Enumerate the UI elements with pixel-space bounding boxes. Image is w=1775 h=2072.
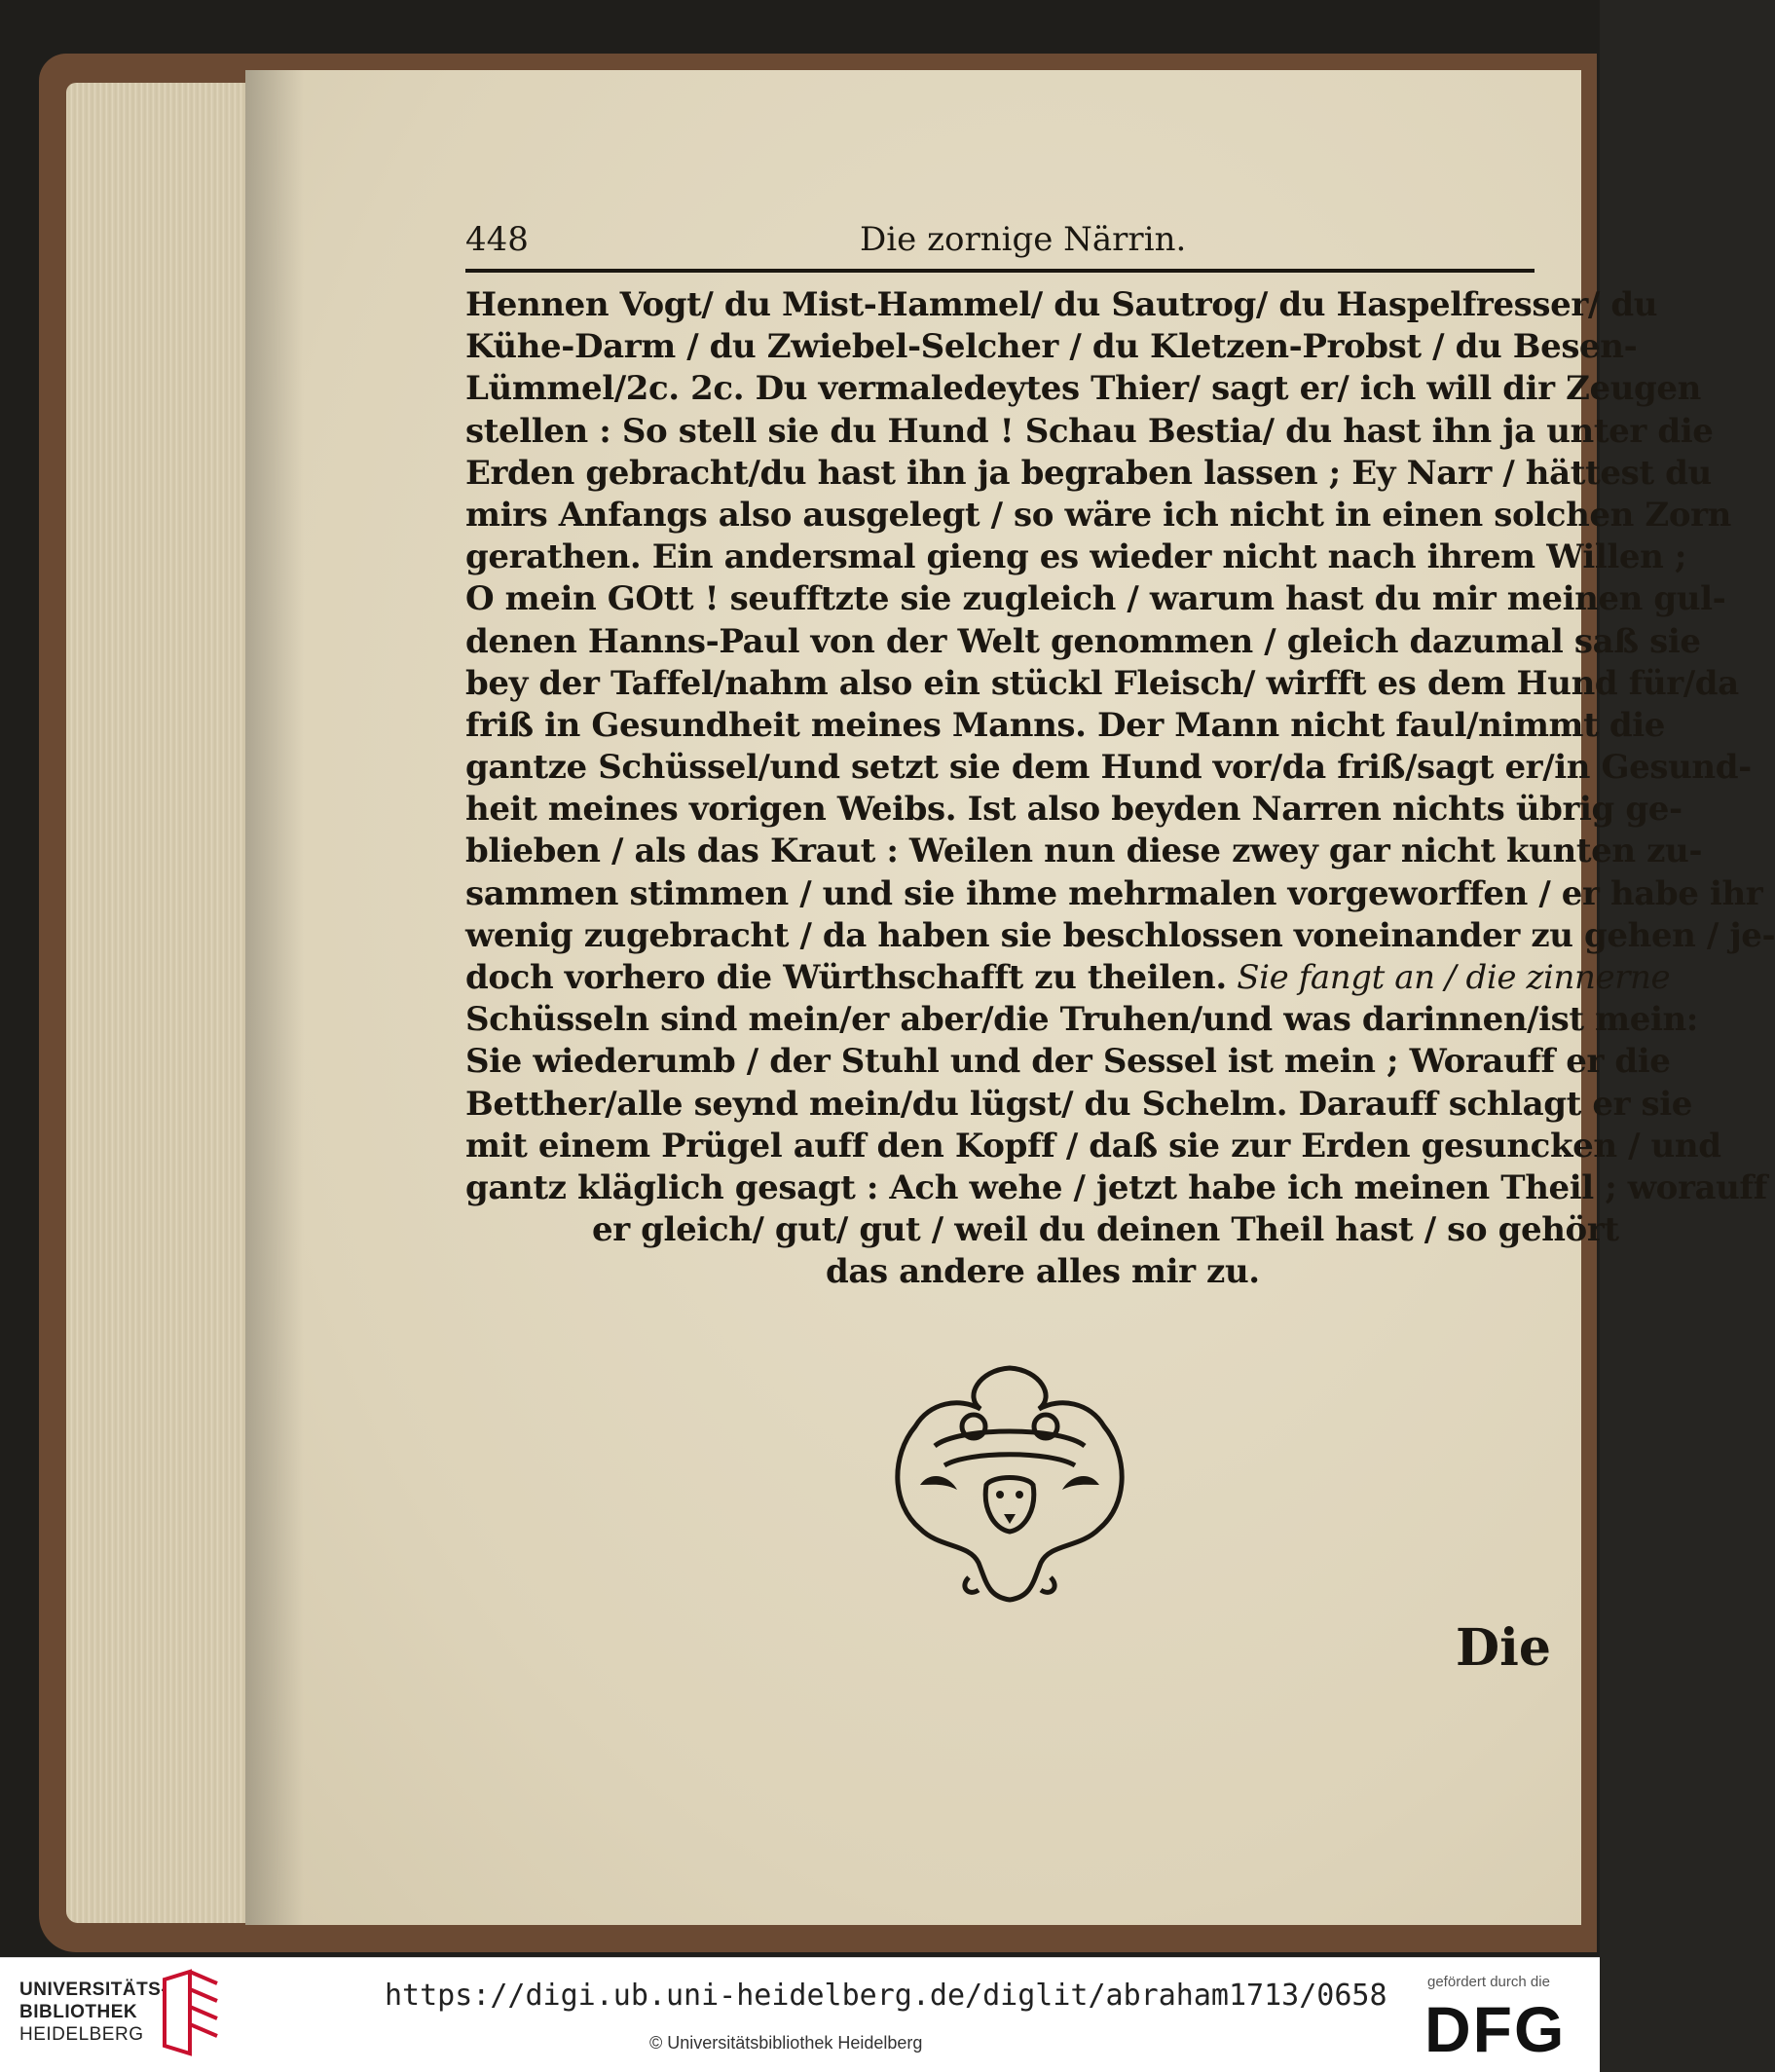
text-line: mit einem Prügel auff den Kopff / daß sie zur Erden gesuncken / und — [465, 1126, 1721, 1166]
catchword: Die — [1456, 1618, 1551, 1678]
text-line: stellen : So stell sie du Hund ! Schau Bestia/ du hast ihn ja unter die — [465, 411, 1714, 451]
text-line: sammen stimmen / und sie ihme mehrmalen vorgeworffen / er habe ihr — [465, 873, 1763, 913]
dfg-logo[interactable]: DFG — [1424, 1993, 1567, 2065]
running-head-title: Die zornige Närrin. — [860, 220, 1187, 259]
text-line: friß in Gesundheit meines Manns. Der Mann nicht faul/nimmt die — [465, 705, 1665, 745]
page-edges — [66, 83, 261, 1923]
text-line: wenig zugebracht / da haben sie beschlossen voneinander zu gehen / je- — [465, 915, 1775, 955]
library-name-line1: UNIVERSITÄTS- — [19, 1980, 168, 2000]
closing-line: er gleich/ gut/ gut / weil du deinen Theil hast / so gehört — [592, 1210, 1619, 1250]
viewer-footer — [0, 1957, 1600, 2072]
text-line: Betther/alle seynd mein/du lügst/ du Schelm. Darauff schlagt er sie — [465, 1084, 1693, 1124]
text-line: Erden gebracht/du hast ihn ja begraben lassen ; Ey Narr / hättest du — [465, 453, 1712, 493]
funded-by-label: gefördert durch die — [1427, 1974, 1550, 1990]
closing-line: das andere alles mir zu. — [826, 1252, 1260, 1292]
text-line: mirs Anfangs also ausgelegt / so wäre ich nicht in einen solchen Zorn — [465, 495, 1731, 535]
page-text-block — [465, 214, 1775, 1294]
text-line: bey der Taffel/nahm also ein stückl Fleisch/ wirfft es dem Hund für/da — [465, 663, 1739, 703]
text-line: gerathen. Ein andersmal gieng es wieder nicht nach ihrem Willen ; — [465, 537, 1687, 577]
text-line: heit meines vorigen Weibs. Ist also beyden Narren nichts übrig ge- — [465, 790, 1683, 830]
text-line: O mein GOtt ! seufftzte sie zugleich / warum hast du mir meinen gul- — [465, 579, 1726, 619]
roman-text: doch vorhero die Würthschafft zu theilen. — [465, 958, 1227, 997]
text-line: Lümmel/2c. 2c. Du vermaledeytes Thier/ sagt er/ ich will dir Zeugen — [465, 369, 1701, 409]
text-line: gantz kläglich gesagt : Ach wehe / jetzt habe ich meinen Theil ; worauff — [465, 1167, 1767, 1207]
text-line: Hennen Vogt/ du Mist-Hammel/ du Sautrog/ du Haspelfresser/ du — [465, 285, 1658, 324]
library-logo-icon[interactable] — [161, 1970, 221, 2057]
gutter-shadow — [245, 70, 304, 1925]
copyright-notice: © Universitätsbibliothek Heidelberg — [649, 2033, 923, 2053]
text-line: denen Hanns-Paul von der Welt genommen / gleich dazumal saß sie — [465, 621, 1701, 661]
text-line: gantze Schüssel/und setzt sie dem Hund vor/da friß/sagt er/in Gesund- — [465, 748, 1752, 788]
italic-text: Sie fangt an / die zinnerne — [1226, 958, 1671, 997]
text-line: Schüsseln sind mein/er aber/die Truhen/und was darinnen/ist mein: — [465, 1000, 1698, 1040]
permalink-url[interactable]: https://digi.ub.uni-heidelberg.de/diglit/abraham1713/0658 — [385, 1979, 1387, 2013]
text-line: blieben / als das Kraut : Weilen nun diese zwey gar nicht kunten zu- — [465, 832, 1703, 871]
text-line-mixed — [465, 957, 1671, 999]
head-rule — [465, 269, 1535, 273]
page-number: 448 — [465, 220, 529, 259]
library-name-line2: BIBLIOTHEK — [19, 2002, 138, 2022]
library-logo-text[interactable] — [19, 1979, 167, 2046]
baroque-mask-ornament-icon — [871, 1358, 1149, 1602]
running-head — [465, 214, 1556, 261]
body-text — [465, 284, 1775, 1294]
library-name-line3: HEIDELBERG — [19, 2024, 144, 2045]
text-line: Sie wiederumb / der Stuhl und der Sessel ist mein ; Worauff er die — [465, 1042, 1671, 1082]
text-line: Kühe-Darm / du Zwiebel-Selcher / du Kletzen-Probst / du Besen- — [465, 327, 1638, 367]
